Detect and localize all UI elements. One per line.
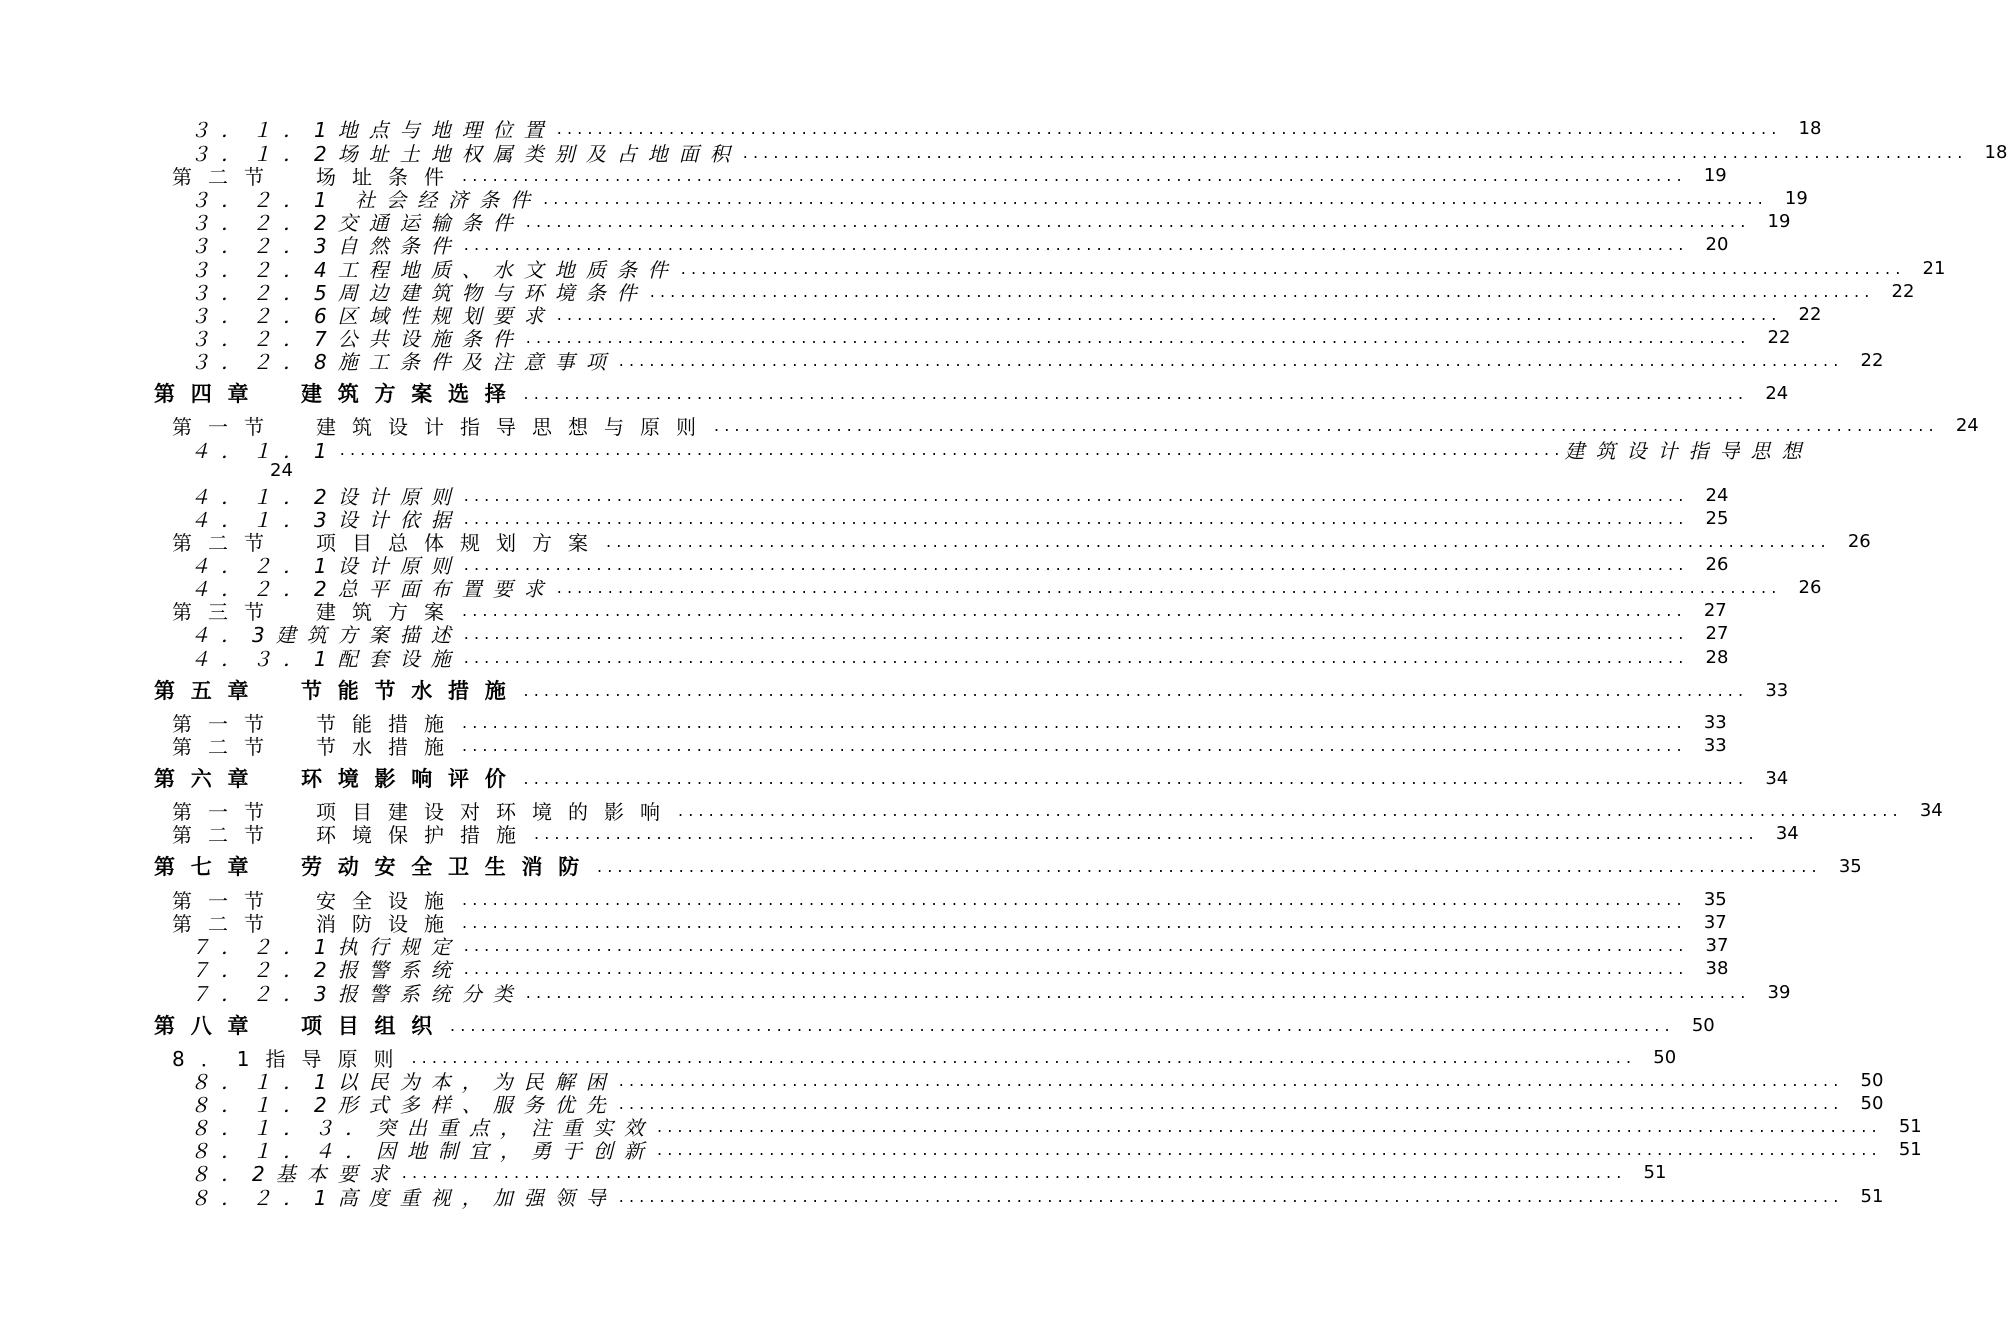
toc-entry-label: ８．2基本要求 [190,1161,400,1186]
toc-entry-page: 37 [1705,934,1729,956]
toc-entry-label: ４．3建筑方案描述 [190,622,462,647]
toc-entry-title: 建筑设计指导思想 [1564,438,1813,463]
toc-entry-page: 24 [1955,414,1979,436]
toc-entry-label: 第一节 项目建设对环境的影响 [172,799,676,824]
toc-leader-dots: ........................................................................................................................ [462,165,1687,185]
toc-entry-label: 第一节 节能措施 [172,711,460,736]
toc-entry-label: 第一节 建筑设计指导思想与原则 [172,414,712,439]
toc-leader-dots: ........................................................................................................................ [463,935,1689,955]
toc-entry-label: 第五章 节能节水措施 [154,679,522,703]
toc-entry-label: 第四章 建筑方案选择 [154,382,522,406]
toc-entry-label: ３．２．8施工条件及注意事项 [190,349,617,374]
toc-entry-page: 50 [1860,1069,1884,1091]
toc-leader-dots: ........................................................................................................................ [462,600,1687,620]
toc-leader-dots: ........................................................................................................................ [463,623,1689,643]
toc-entry[interactable] [154,766,1789,791]
toc-entry-label: ４．３．1配套设施 [190,646,462,671]
toc-entry-label: 第七章 劳动安全卫生消防 [154,855,595,879]
toc-entry-label: 第六章 环境影响评价 [154,767,522,791]
toc-entry[interactable] [190,1184,1884,1210]
toc-leader-dots: ........................................................................................................................ [463,647,1689,667]
toc-entry-label: ８．２．1高度重视，加强领导 [190,1185,617,1210]
toc-leader-dots: ........................................................................................................................ [462,735,1687,755]
toc-entry-label: ８．１．４．因地制宜，勇于创新 [190,1138,655,1163]
toc-entry-label: ８．１．2形式多样、服务优先 [190,1092,617,1117]
toc-entry[interactable] [190,1160,1667,1186]
toc-entry-label: ３．２．4工程地质、水文地质条件 [190,257,679,282]
toc-entry-page: 37 [1703,911,1727,933]
toc-entry-label: 第二节 场址条件 [172,164,460,189]
toc-entry-label: ３．２．2交通运输条件 [190,210,524,235]
toc-entry-page: 39 [1767,981,1791,1003]
toc-entry-page: 19 [1767,210,1791,232]
toc-entry-page: 24 [270,460,293,481]
toc-entry-label: ４．１．2设计原则 [190,484,462,509]
toc-entry-page: 38 [1705,957,1729,979]
toc-entry-label: ３．２．6区域性规划要求 [190,303,555,328]
toc-entry-page: 24 [1765,382,1789,404]
toc-entry-label: ７．２．2报警系统 [190,957,462,982]
toc-entry-label: 第二节 节水措施 [172,734,460,759]
toc-entry-label: ３．２．5周边建筑物与环境条件 [190,280,648,305]
toc-entry[interactable] [190,621,1729,647]
toc-entry-page: 26 [1705,553,1729,575]
toc-entry-label: ４．１．3设计依据 [190,507,462,532]
toc-leader-dots: ........................................................................................................................ [680,258,1906,278]
toc-entry-page: 20 [1705,233,1729,255]
toc-leader-dots: ........................................................................................................................ [556,304,1782,324]
toc-entry-label: ８．１．３．突出重点，注重实效 [190,1115,655,1140]
toc-entry-page: 51 [1898,1115,1922,1137]
toc-entry-page: 18 [1798,117,1822,139]
toc-leader-dots: ........................................................................................................................ [462,889,1687,909]
toc-leader-dots: ........................................................................................................................ [556,118,1782,138]
toc-entry-page: 33 [1765,679,1789,701]
toc-entry-page: 50 [1860,1092,1884,1114]
toc-leader-dots: ........................................................................................................................ [618,350,1844,370]
toc-leader-dots: ........................................................................................................................ [525,327,1751,347]
toc-entry-page: 27 [1703,599,1727,621]
toc-leader-dots: ........................................................................................................................ [525,982,1751,1002]
toc-entry-page: 18 [1984,141,2007,163]
toc-entry[interactable] [172,733,1727,759]
toc-leader-dots: ........................................................................................................................ [649,281,1875,301]
toc-entry-label: ３．２．3自然条件 [190,233,462,258]
toc-entry-page: 51 [1643,1161,1667,1183]
toc-leader-dots: ........................................................................................................................ [523,768,1749,788]
toc-entry-label: ３．２．7公共设施条件 [190,326,524,351]
toc-leader-dots: ........................................................................................................................ [523,383,1749,403]
toc-entry[interactable] [190,956,1729,982]
toc-leader-dots: ........................................................................................................................ [463,958,1689,978]
toc-entry-page: 27 [1705,622,1729,644]
toc-entry-page: 34 [1919,799,1943,821]
toc-entry-page: 22 [1891,280,1915,302]
toc-leader-dots: ........................................................................................................................ [543,188,1768,208]
toc-leader-dots: ........................................................................................................................ [463,485,1689,505]
toc-entry-page: 26 [1847,530,1871,552]
toc-entry-label: ８．１．1以民为本，为民解困 [190,1069,617,1094]
toc-entry-page: 19 [1784,187,1808,209]
toc-entry-label: 8．1指导原则 [172,1046,410,1071]
toc-leader-dots: ........................................................................................................................ [463,508,1689,528]
toc-entry-page: 24 [1705,484,1729,506]
toc-entry-label: ３．１．1地点与地理位置 [190,117,555,142]
toc-leader-dots: ........................................................................................................................ [534,823,1759,843]
toc-leader-dots: ........................................................................................................................ [523,680,1749,700]
toc-entry-label: ７．２．1执行规定 [190,934,462,959]
toc-leader-dots: ........................................................................................................................ [742,142,1968,162]
toc-leader-dots: ........................................................................................................................ [339,439,1565,459]
toc-entry[interactable] [172,821,1799,847]
toc-entry-page: 34 [1775,822,1799,844]
toc-entry-label: ４．２．2总平面布置要求 [190,576,555,601]
toc-entry-page: 51 [1898,1138,1922,1160]
toc-entry[interactable] [190,348,1884,374]
toc-leader-dots: ........................................................................................................................ [401,1162,1627,1182]
toc-entry[interactable] [190,437,1813,463]
toc-entry[interactable] [172,413,1979,439]
toc-leader-dots: ........................................................................................................................ [463,234,1689,254]
toc-entry-page: 19 [1703,164,1727,186]
toc-entry-label: ７．２．3报警系统分类 [190,981,524,1006]
toc-leader-dots: ........................................................................................................................ [462,912,1687,932]
toc-entry-page: 25 [1705,507,1729,529]
toc-entry-page: 51 [1860,1185,1884,1207]
toc-leader-dots: ........................................................................................................................ [556,577,1782,597]
toc-entry-page: 28 [1705,646,1729,668]
toc-entry-page: 35 [1838,855,1862,877]
toc-entry-page: 26 [1798,576,1822,598]
toc-entry-label: 第二节 环境保护措施 [172,822,532,847]
toc-entry-label: 第八章 项目组织 [154,1014,448,1038]
toc-leader-dots: ........................................................................................................................ [618,1186,1844,1206]
toc-entry-page: 34 [1765,767,1789,789]
toc-entry-page: 33 [1703,734,1727,756]
toc-entry[interactable] [154,854,1862,879]
toc-entry-page: 35 [1703,888,1727,910]
toc-entry[interactable] [190,645,1729,671]
toc-entry[interactable] [190,232,1729,258]
toc-leader-dots: ........................................................................................................................ [597,856,1822,876]
toc-entry-label: 第二节 项目总体规划方案 [172,530,604,555]
toc-entry-label: 第三节 建筑方案 [172,599,460,624]
toc-leader-dots: ........................................................................................................................ [678,800,1903,820]
toc-leader-dots: ........................................................................................................................ [657,1116,1882,1136]
toc-entry-label: ４．１．1 [190,438,338,463]
toc-entry-page: 22 [1798,303,1822,325]
toc-entry-label: ３．１．2场址土地权属类别及占地面积 [190,141,741,166]
toc-entry-label: ４．２．1设计原则 [190,553,462,578]
toc-leader-dots: ........................................................................................................................ [450,1015,1675,1035]
toc-leader-dots: ........................................................................................................................ [606,531,1831,551]
toc-leader-dots: ........................................................................................................................ [618,1093,1844,1113]
toc-entry-label: ３．２．1 社会经济条件 [190,187,542,212]
toc-entry-page: 50 [1691,1014,1715,1036]
toc-entry[interactable] [154,381,1789,406]
toc-entry[interactable] [154,678,1789,703]
toc-leader-dots: ........................................................................................................................ [714,415,1939,435]
toc-entry-label: 第二节 消防设施 [172,911,460,936]
toc-leader-dots: ........................................................................................................................ [462,712,1687,732]
toc-entry[interactable] [190,116,1822,142]
toc-entry[interactable] [154,1013,1715,1038]
toc-entry-page: 50 [1653,1046,1677,1068]
toc-entry-page: 22 [1860,349,1884,371]
toc-entry[interactable] [190,980,1791,1006]
toc-leader-dots: ........................................................................................................................ [463,554,1689,574]
toc-entry-page: 22 [1767,326,1791,348]
toc-entry-page: 21 [1922,257,1946,279]
toc-leader-dots: ........................................................................................................................ [657,1139,1882,1159]
toc-entry-page: 33 [1703,711,1727,733]
toc-entry-label: 第一节 安全设施 [172,888,460,913]
toc-leader-dots: ........................................................................................................................ [411,1047,1637,1067]
toc-leader-dots: ........................................................................................................................ [618,1070,1844,1090]
toc-leader-dots: ........................................................................................................................ [525,211,1751,231]
